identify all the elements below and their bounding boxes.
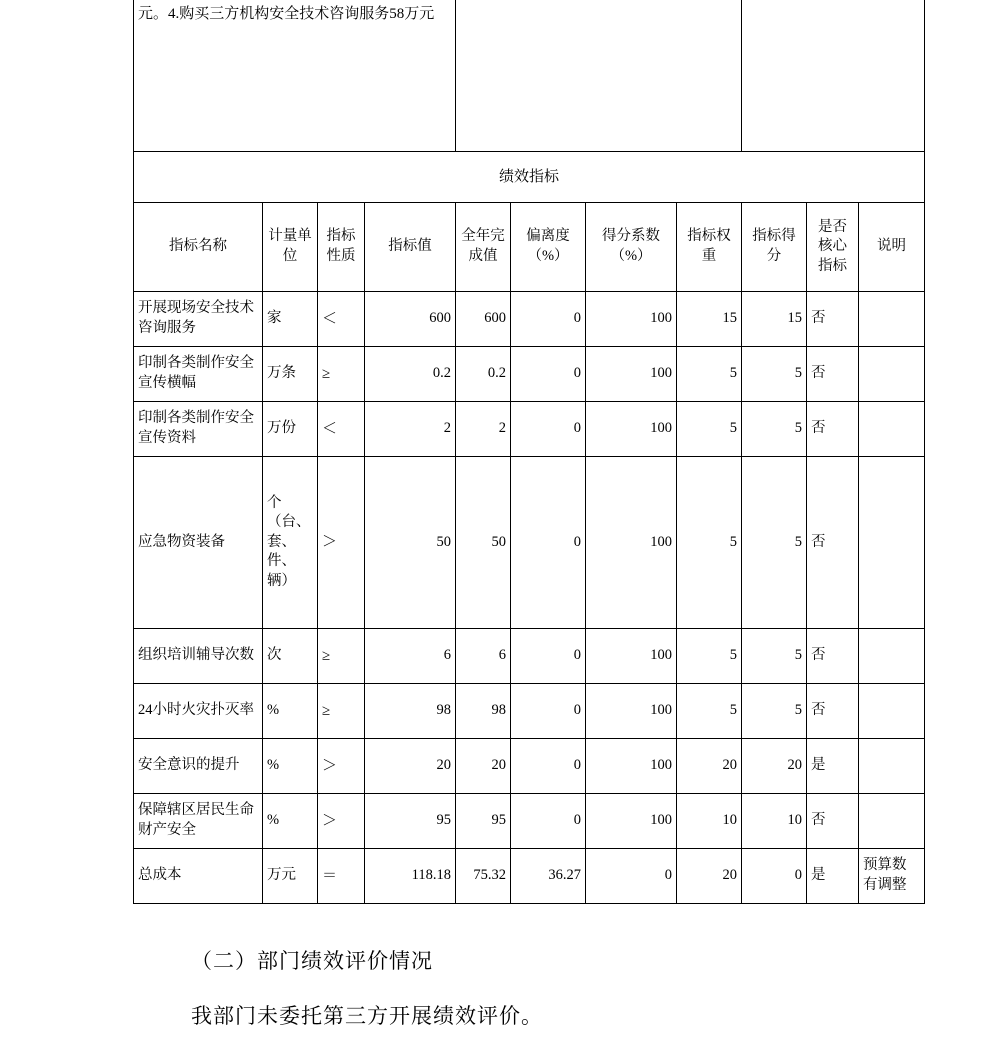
cell-score: 15	[742, 292, 807, 347]
cell-target-value: 95	[365, 794, 456, 849]
cell-weight: 5	[677, 629, 742, 684]
cell-deviation: 0	[511, 684, 586, 739]
cell-nature: ≥	[318, 629, 365, 684]
cell-score: 5	[742, 347, 807, 402]
header-unit: 计量单位	[263, 203, 318, 292]
continuation-text-cell	[134, 0, 456, 152]
cell-nature: ＞	[318, 794, 365, 849]
cell-indicator-name: 24小时火灾扑灭率	[134, 684, 263, 739]
header-actual-value: 全年完成值	[456, 203, 511, 292]
table-row	[134, 684, 925, 739]
cell-target-value: 20	[365, 739, 456, 794]
cell-target-value: 6	[365, 629, 456, 684]
cell-weight: 5	[677, 684, 742, 739]
cell-actual-value: 95	[456, 794, 511, 849]
cell-score-coefficient: 100	[586, 347, 677, 402]
table-row	[134, 739, 925, 794]
cell-weight: 15	[677, 292, 742, 347]
cell-target-value: 600	[365, 292, 456, 347]
cell-actual-value: 600	[456, 292, 511, 347]
cell-score-coefficient: 100	[586, 292, 677, 347]
cell-deviation: 36.27	[511, 849, 586, 904]
table-row	[134, 457, 925, 629]
cell-target-value: 2	[365, 402, 456, 457]
cell-deviation: 0	[511, 457, 586, 629]
cell-score: 20	[742, 739, 807, 794]
table-row-continuation	[134, 0, 925, 152]
cell-actual-value: 20	[456, 739, 511, 794]
cell-target-value: 0.2	[365, 347, 456, 402]
cell-note	[859, 629, 925, 684]
cell-nature: ＞	[318, 457, 365, 629]
section-heading: （二）部门绩效评价情况	[191, 949, 433, 973]
cell-actual-value: 50	[456, 457, 511, 629]
cell-unit: 万条	[263, 347, 318, 402]
cell-note	[859, 347, 925, 402]
cell-deviation: 0	[511, 347, 586, 402]
section-paragraph: 我部门未委托第三方开展绩效评价。	[191, 1004, 543, 1028]
cell-score-coefficient: 100	[586, 739, 677, 794]
cell-note: 预算数有调整	[859, 849, 925, 904]
cell-note	[859, 402, 925, 457]
cell-unit: 万元	[263, 849, 318, 904]
cell-score: 5	[742, 402, 807, 457]
cell-note	[859, 457, 925, 629]
cell-deviation: 0	[511, 794, 586, 849]
table-row	[134, 347, 925, 402]
cell-unit: %	[263, 684, 318, 739]
cell-core-indicator: 否	[807, 684, 859, 739]
cell-core-indicator: 否	[807, 629, 859, 684]
cell-nature: ＞	[318, 739, 365, 794]
cell-target-value: 118.18	[365, 849, 456, 904]
cell-weight: 5	[677, 457, 742, 629]
cell-unit: 家	[263, 292, 318, 347]
cell-nature: ＝	[318, 849, 365, 904]
cell-indicator-name: 保障辖区居民生命财产安全	[134, 794, 263, 849]
cell-actual-value: 2	[456, 402, 511, 457]
table-row	[134, 402, 925, 457]
cell-core-indicator: 是	[807, 739, 859, 794]
continuation-blank-cell-2	[742, 0, 925, 152]
cell-score: 5	[742, 629, 807, 684]
cell-weight: 5	[677, 347, 742, 402]
cell-nature: ≥	[318, 684, 365, 739]
cell-indicator-name: 印制各类制作安全宣传横幅	[134, 347, 263, 402]
continuation-text: 元。4.购买三方机构安全技术咨询服务58万元	[138, 6, 435, 22]
cell-note	[859, 794, 925, 849]
cell-score-coefficient: 100	[586, 629, 677, 684]
cell-score: 5	[742, 684, 807, 739]
cell-score-coefficient: 100	[586, 402, 677, 457]
cell-score: 0	[742, 849, 807, 904]
cell-indicator-name: 安全意识的提升	[134, 739, 263, 794]
cell-unit: 万份	[263, 402, 318, 457]
table-row	[134, 849, 925, 904]
header-target-value: 指标值	[365, 203, 456, 292]
continuation-blank-cell-1	[456, 0, 742, 152]
cell-indicator-name: 印制各类制作安全宣传资料	[134, 402, 263, 457]
cell-score-coefficient: 0	[586, 849, 677, 904]
cell-deviation: 0	[511, 292, 586, 347]
cell-unit: %	[263, 739, 318, 794]
cell-unit: %	[263, 794, 318, 849]
cell-core-indicator: 否	[807, 402, 859, 457]
cell-target-value: 98	[365, 684, 456, 739]
table-row-section-title	[134, 152, 925, 203]
cell-actual-value: 98	[456, 684, 511, 739]
header-core-indicator: 是否核心指标	[807, 203, 859, 292]
table-row	[134, 629, 925, 684]
cell-indicator-name: 总成本	[134, 849, 263, 904]
cell-target-value: 50	[365, 457, 456, 629]
cell-core-indicator: 否	[807, 457, 859, 629]
cell-nature: ≥	[318, 347, 365, 402]
header-score: 指标得分	[742, 203, 807, 292]
cell-nature: ＜	[318, 292, 365, 347]
cell-note	[859, 292, 925, 347]
cell-core-indicator: 是	[807, 849, 859, 904]
cell-indicator-name: 开展现场安全技术咨询服务	[134, 292, 263, 347]
cell-core-indicator: 否	[807, 347, 859, 402]
cell-actual-value: 75.32	[456, 849, 511, 904]
performance-section-title: 绩效指标	[134, 152, 925, 203]
cell-indicator-name: 应急物资装备	[134, 457, 263, 629]
cell-deviation: 0	[511, 739, 586, 794]
cell-score-coefficient: 100	[586, 457, 677, 629]
header-score-coefficient: 得分系数（%）	[586, 203, 677, 292]
performance-indicator-table	[133, 0, 925, 904]
cell-deviation: 0	[511, 402, 586, 457]
header-indicator-name: 指标名称	[134, 203, 263, 292]
cell-actual-value: 0.2	[456, 347, 511, 402]
cell-deviation: 0	[511, 629, 586, 684]
table-row	[134, 794, 925, 849]
cell-weight: 20	[677, 849, 742, 904]
cell-weight: 5	[677, 402, 742, 457]
cell-note	[859, 684, 925, 739]
cell-core-indicator: 否	[807, 292, 859, 347]
cell-score-coefficient: 100	[586, 794, 677, 849]
cell-score-coefficient: 100	[586, 684, 677, 739]
table-header-row	[134, 203, 925, 292]
cell-nature: ＜	[318, 402, 365, 457]
cell-weight: 10	[677, 794, 742, 849]
cell-score: 5	[742, 457, 807, 629]
header-note: 说明	[859, 203, 925, 292]
table-row	[134, 292, 925, 347]
cell-unit: 次	[263, 629, 318, 684]
cell-weight: 20	[677, 739, 742, 794]
cell-actual-value: 6	[456, 629, 511, 684]
cell-score: 10	[742, 794, 807, 849]
cell-unit: 个（台、套、件、辆）	[263, 457, 318, 629]
cell-core-indicator: 否	[807, 794, 859, 849]
header-weight: 指标权重	[677, 203, 742, 292]
header-deviation: 偏离度（%）	[511, 203, 586, 292]
cell-indicator-name: 组织培训辅导次数	[134, 629, 263, 684]
header-nature: 指标性质	[318, 203, 365, 292]
cell-note	[859, 739, 925, 794]
